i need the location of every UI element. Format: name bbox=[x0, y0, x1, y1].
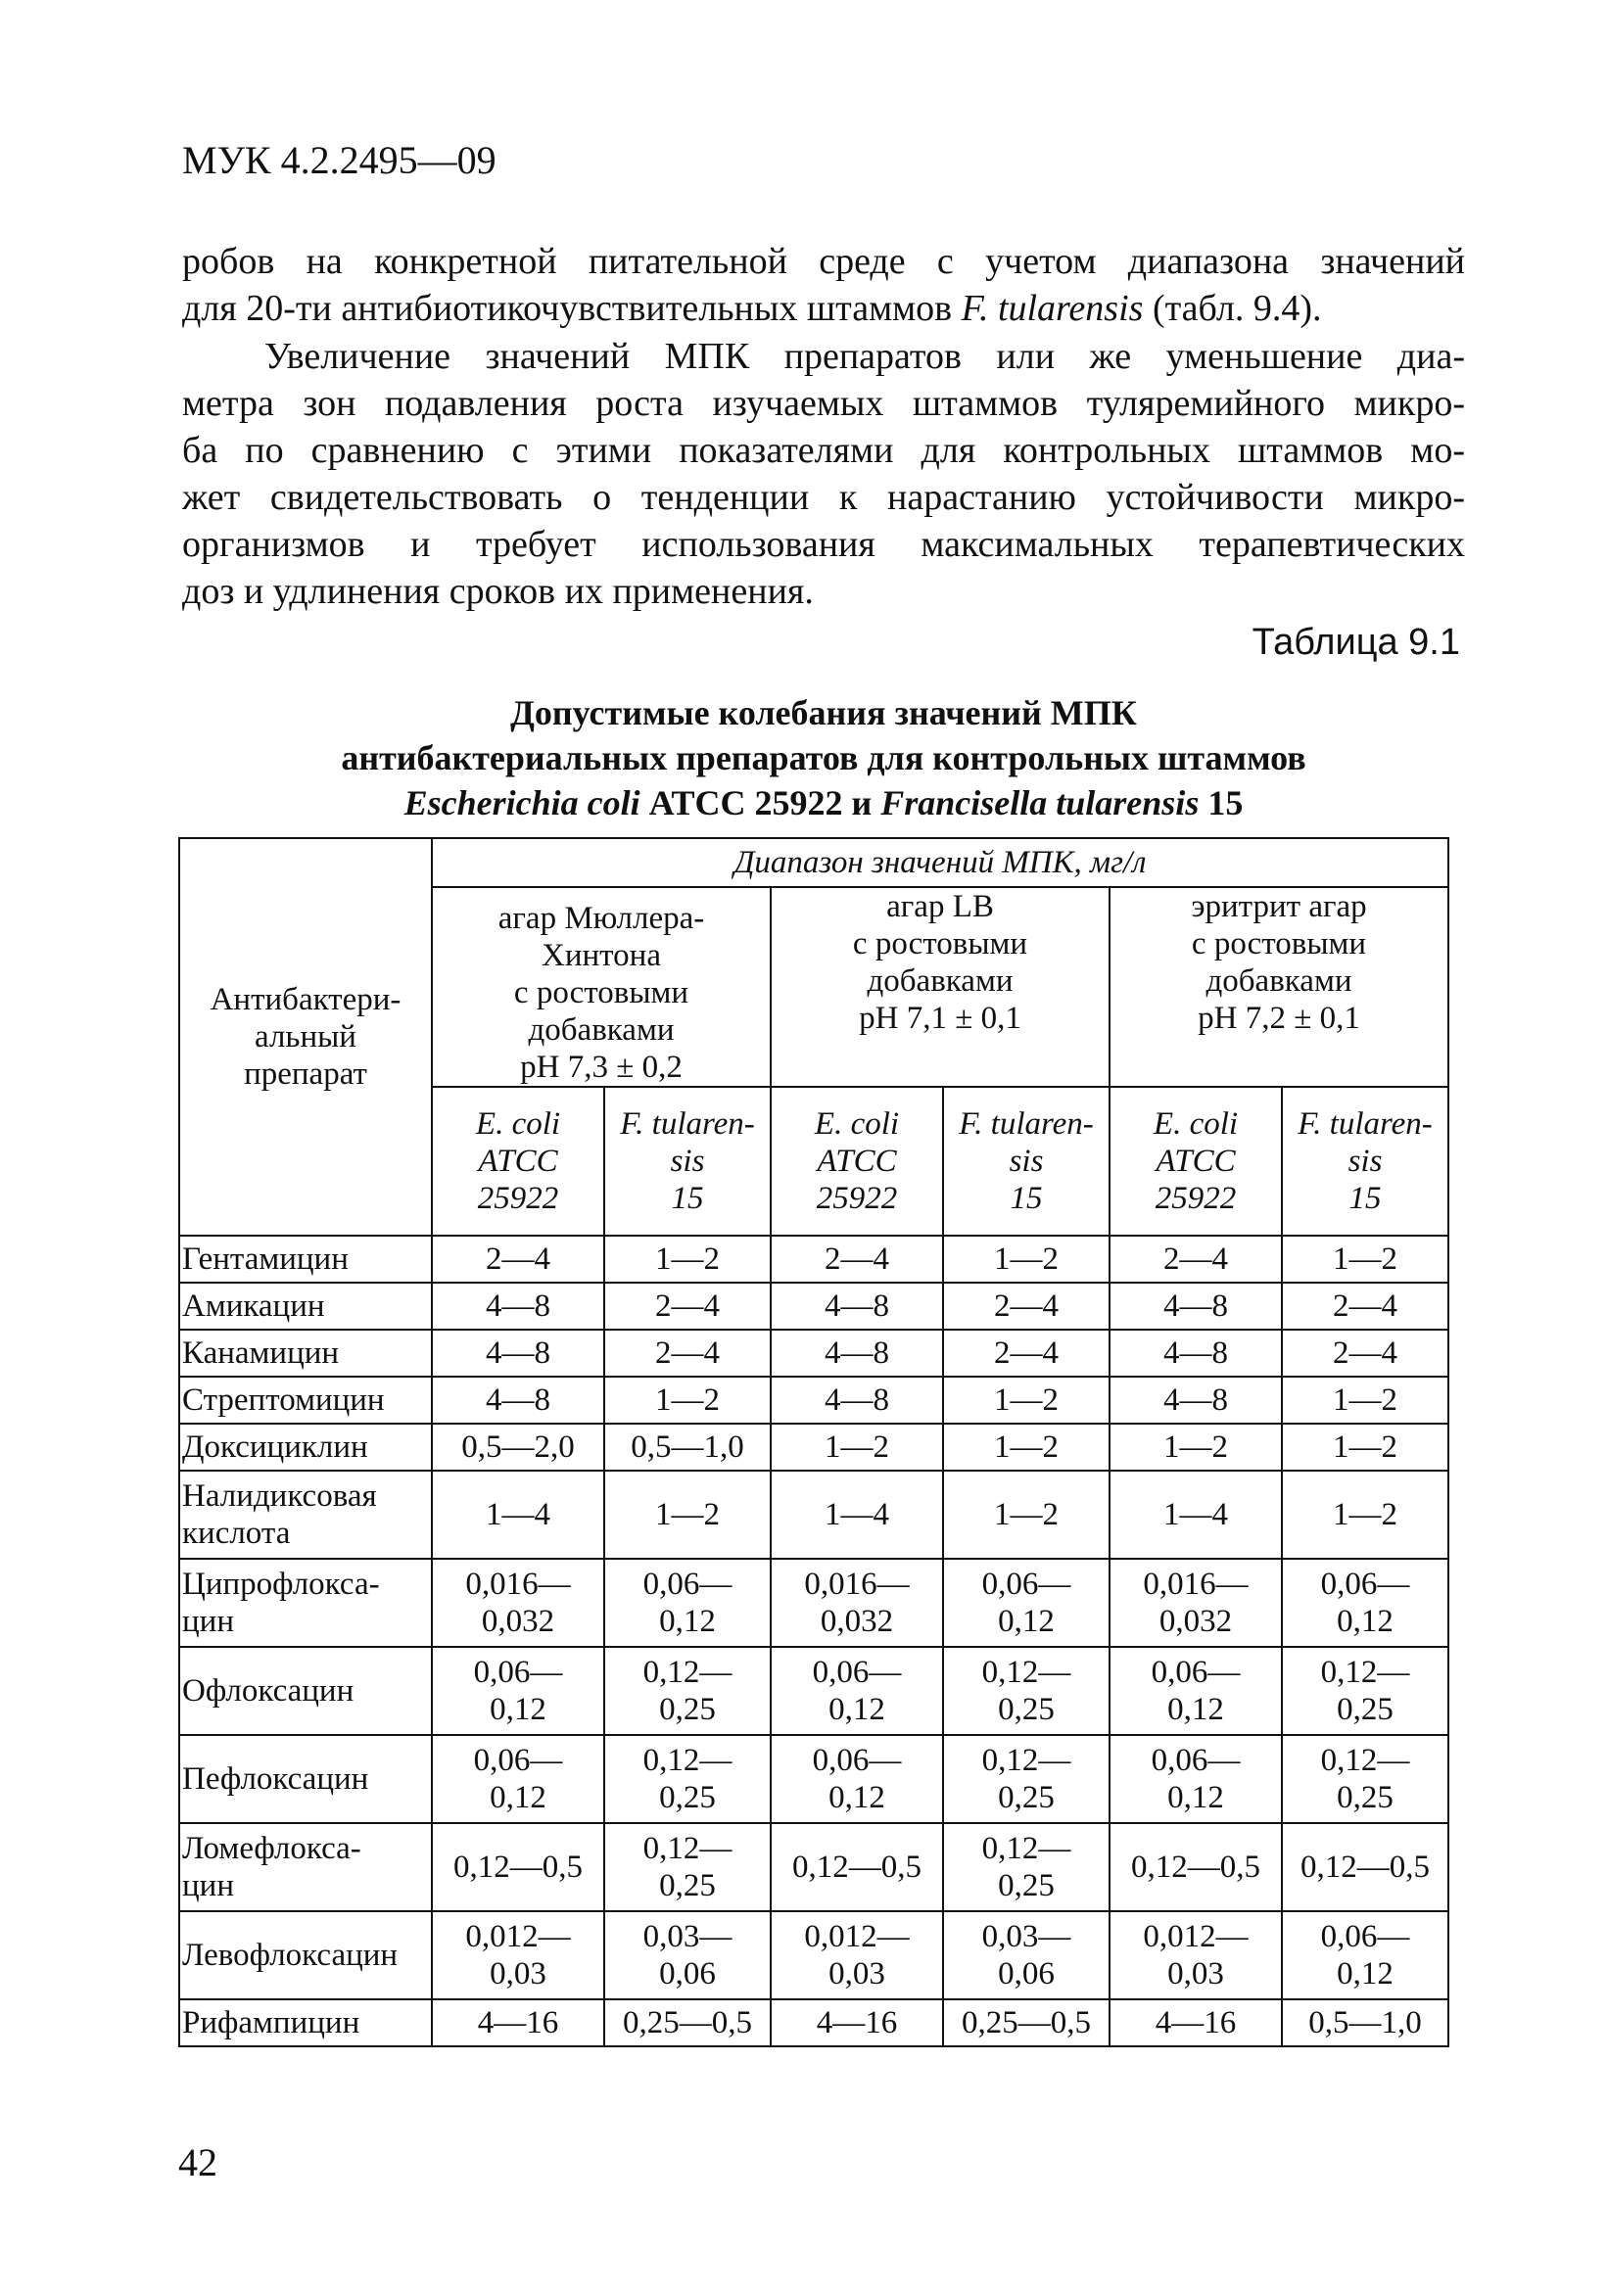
strain-header-ecoli: E. coli ATCC 25922 bbox=[432, 1087, 604, 1236]
mic-value-cell: 4—8 bbox=[432, 1330, 604, 1377]
mic-value-cell: 0,12— 0,25 bbox=[1282, 1735, 1448, 1823]
mic-value-cell: 2—4 bbox=[1282, 1330, 1448, 1377]
mic-value-cell: 0,06— 0,12 bbox=[604, 1559, 771, 1647]
mic-value-cell: 4—8 bbox=[1110, 1377, 1282, 1424]
mic-value-cell: 0,03— 0,06 bbox=[604, 1911, 771, 1999]
drug-name-cell: Стрептомицин bbox=[179, 1377, 432, 1424]
table-header-row bbox=[179, 838, 1448, 887]
drug-name-cell: Ципрофлокса- цин bbox=[179, 1559, 432, 1647]
table-caption bbox=[182, 690, 1465, 825]
mic-value-cell: 1—2 bbox=[1282, 1471, 1448, 1559]
paragraph-line: ба по сравнению с этими показателями для контрольных штаммов мо- bbox=[182, 430, 1465, 471]
table-row bbox=[179, 1377, 1448, 1424]
mic-value-cell: 0,012— 0,03 bbox=[771, 1911, 943, 1999]
mic-value-cell: 4—8 bbox=[771, 1283, 943, 1330]
table-row bbox=[179, 1999, 1448, 2046]
mic-value-cell: 0,12— 0,25 bbox=[943, 1823, 1110, 1911]
drug-name-cell: Канамицин bbox=[179, 1330, 432, 1377]
paragraph-line: для 20-ти антибиотикочувствительных штаммов F. tularensis (табл. 9.4). bbox=[182, 288, 1322, 329]
mic-value-cell: 0,12—0,5 bbox=[771, 1823, 943, 1911]
mic-value-cell: 0,06— 0,12 bbox=[1282, 1559, 1448, 1647]
mic-value-cell: 1—2 bbox=[943, 1236, 1110, 1283]
mic-value-cell: 0,06— 0,12 bbox=[943, 1559, 1110, 1647]
caption-line: антибактериальных препаратов для контрольных штаммов bbox=[341, 738, 1306, 777]
paragraph-line: организмов и требует использования максимальных терапевтических bbox=[182, 524, 1465, 565]
mic-value-cell: 0,12—0,5 bbox=[432, 1823, 604, 1911]
media-header-cell: агар LB с ростовыми добавками pH 7,1 ± 0,1 bbox=[771, 887, 1110, 1087]
mic-value-cell: 0,12— 0,25 bbox=[943, 1735, 1110, 1823]
mic-value-cell: 1—4 bbox=[1110, 1471, 1282, 1559]
mic-value-cell: 1—2 bbox=[771, 1424, 943, 1471]
range-header: Диапазон значений МПК, мг/л bbox=[432, 838, 1448, 887]
mic-value-cell: 4—8 bbox=[771, 1377, 943, 1424]
mic-value-cell: 1—2 bbox=[1282, 1424, 1448, 1471]
drug-name-cell: Офлоксацин bbox=[179, 1647, 432, 1735]
mic-value-cell: 1—2 bbox=[604, 1471, 771, 1559]
mic-value-cell: 0,06— 0,12 bbox=[771, 1735, 943, 1823]
page-number: 42 bbox=[178, 2140, 217, 2184]
mic-value-cell: 0,12— 0,25 bbox=[943, 1647, 1110, 1735]
document-header: МУК 4.2.2495—09 bbox=[182, 138, 496, 182]
drug-name-cell: Рифампицин bbox=[179, 1999, 432, 2046]
mic-value-cell: 1—2 bbox=[1282, 1377, 1448, 1424]
mic-value-cell: 0,12— 0,25 bbox=[1282, 1647, 1448, 1735]
mic-value-cell: 2—4 bbox=[604, 1283, 771, 1330]
mic-value-cell: 1—2 bbox=[604, 1236, 771, 1283]
mic-value-cell: 0,06— 0,12 bbox=[1110, 1735, 1282, 1823]
mic-value-cell: 0,06— 0,12 bbox=[771, 1647, 943, 1735]
mic-value-cell: 0,12— 0,25 bbox=[604, 1647, 771, 1735]
mic-value-cell: 0,12— 0,25 bbox=[604, 1823, 771, 1911]
mic-value-cell: 1—4 bbox=[432, 1471, 604, 1559]
drug-name-cell: Доксициклин bbox=[179, 1424, 432, 1471]
mic-value-cell: 0,06— 0,12 bbox=[1282, 1911, 1448, 1999]
mic-value-cell: 0,12—0,5 bbox=[1282, 1823, 1448, 1911]
mic-value-cell: 2—4 bbox=[432, 1236, 604, 1283]
mic-value-cell: 0,06— 0,12 bbox=[432, 1735, 604, 1823]
mic-value-cell: 0,25—0,5 bbox=[604, 1999, 771, 2046]
mic-value-cell: 0,5—2,0 bbox=[432, 1424, 604, 1471]
table-row bbox=[179, 1647, 1448, 1735]
table-row bbox=[179, 1283, 1448, 1330]
mic-value-cell: 0,03— 0,06 bbox=[943, 1911, 1110, 1999]
paragraph-line: робов на конкретной питательной среде с учетом диапазона значений bbox=[182, 241, 1465, 282]
mic-value-cell: 1—2 bbox=[604, 1377, 771, 1424]
table-row bbox=[179, 1823, 1448, 1911]
mic-value-cell: 4—8 bbox=[1110, 1283, 1282, 1330]
media-header-cell: эритрит агар с ростовыми добавками pH 7,2 ± 0,1 bbox=[1110, 887, 1448, 1087]
mic-value-cell: 0,25—0,5 bbox=[943, 1999, 1110, 2046]
mic-value-cell: 4—8 bbox=[432, 1377, 604, 1424]
mic-value-cell: 4—8 bbox=[432, 1283, 604, 1330]
strain-header-ecoli: E. coli ATCC 25922 bbox=[1110, 1087, 1282, 1236]
mic-value-cell: 4—8 bbox=[771, 1330, 943, 1377]
mic-value-cell: 2—4 bbox=[1282, 1283, 1448, 1330]
table-row bbox=[179, 1471, 1448, 1559]
strain-header-ftularensis: F. tularen- sis 15 bbox=[604, 1087, 771, 1236]
strain-header-ecoli: E. coli ATCC 25922 bbox=[771, 1087, 943, 1236]
mic-value-cell: 4—16 bbox=[432, 1999, 604, 2046]
mic-value-cell: 4—16 bbox=[771, 1999, 943, 2046]
mic-value-cell: 2—4 bbox=[604, 1330, 771, 1377]
mic-value-cell: 2—4 bbox=[943, 1283, 1110, 1330]
drug-name-cell: Ломефлокса- цин bbox=[179, 1823, 432, 1911]
caption-line: Допустимые колебания значений МПК bbox=[510, 693, 1137, 732]
table-row bbox=[179, 1559, 1448, 1647]
table-row bbox=[179, 1735, 1448, 1823]
mic-value-cell: 0,5—1,0 bbox=[604, 1424, 771, 1471]
drug-name-cell: Гентамицин bbox=[179, 1236, 432, 1283]
mic-value-cell: 2—4 bbox=[943, 1330, 1110, 1377]
table-row bbox=[179, 1424, 1448, 1471]
mic-value-cell: 1—2 bbox=[943, 1377, 1110, 1424]
strain-header-ftularensis: F. tularen- sis 15 bbox=[1282, 1087, 1448, 1236]
strain-header-ftularensis: F. tularen- sis 15 bbox=[943, 1087, 1110, 1236]
media-header-cell: агар Мюллера- Хинтона с ростовыми добавками pH 7,3 ± 0,2 bbox=[432, 887, 771, 1087]
mic-value-cell: 0,5—1,0 bbox=[1282, 1999, 1448, 2046]
mic-value-cell: 1—2 bbox=[1282, 1236, 1448, 1283]
mic-value-cell: 0,012— 0,03 bbox=[432, 1911, 604, 1999]
mic-value-cell: 0,12—0,5 bbox=[1110, 1823, 1282, 1911]
table-label: Таблица 9.1 bbox=[1252, 622, 1460, 663]
mic-value-cell: 1—2 bbox=[943, 1424, 1110, 1471]
paragraph-continuation bbox=[182, 238, 1465, 332]
mic-value-cell: 0,12— 0,25 bbox=[604, 1735, 771, 1823]
mic-value-cell: 4—16 bbox=[1110, 1999, 1282, 2046]
mic-value-cell: 1—2 bbox=[1110, 1424, 1282, 1471]
paragraph-line: метра зон подавления роста изучаемых штаммов туляремийного микро- bbox=[182, 383, 1465, 424]
drug-column-header: Антибактери- альный препарат bbox=[179, 838, 432, 1236]
mic-value-cell: 1—2 bbox=[943, 1471, 1110, 1559]
paragraph-line: жет свидетельствовать о тенденции к нарастанию устойчивости микро- bbox=[182, 477, 1465, 518]
paragraph-body bbox=[182, 333, 1465, 615]
table-row bbox=[179, 1330, 1448, 1377]
paragraph-line: доз и удлинения сроков их применения. bbox=[182, 571, 814, 612]
drug-name-cell: Левофлоксацин bbox=[179, 1911, 432, 1999]
table-row bbox=[179, 1236, 1448, 1283]
drug-name-cell: Налидиксовая кислота bbox=[179, 1471, 432, 1559]
paragraph-line: Увеличение значений МПК препаратов или же уменьшение диа- bbox=[264, 336, 1465, 377]
drug-name-cell: Амикацин bbox=[179, 1283, 432, 1330]
mic-value-cell: 0,012— 0,03 bbox=[1110, 1911, 1282, 1999]
caption-line: Escherichia coli АТСС 25922 и Francisella tularensis 15 bbox=[403, 783, 1244, 822]
mic-value-cell: 0,06— 0,12 bbox=[1110, 1647, 1282, 1735]
mic-value-cell: 1—4 bbox=[771, 1471, 943, 1559]
mic-value-cell: 2—4 bbox=[771, 1236, 943, 1283]
drug-name-cell: Пефлоксацин bbox=[179, 1735, 432, 1823]
mic-value-cell: 0,016— 0,032 bbox=[1110, 1559, 1282, 1647]
mic-value-cell: 0,016— 0,032 bbox=[771, 1559, 943, 1647]
mic-value-cell: 0,06— 0,12 bbox=[432, 1647, 604, 1735]
table-row bbox=[179, 1911, 1448, 1999]
mic-value-cell: 0,016— 0,032 bbox=[432, 1559, 604, 1647]
mic-value-cell: 2—4 bbox=[1110, 1236, 1282, 1283]
mic-value-cell: 4—8 bbox=[1110, 1330, 1282, 1377]
mic-table bbox=[178, 837, 1449, 2047]
